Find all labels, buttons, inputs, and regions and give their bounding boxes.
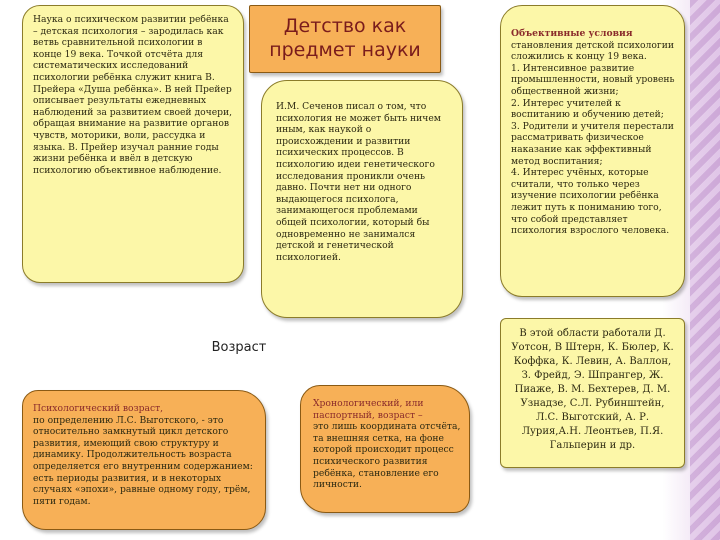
sechenov-card [261,80,463,318]
psychological-age-text: по определению Л.С. Выготского, - это относительно замкнутый цикл детского развития, имеющий свою структуру и динамику. Продолжительность возраста определяется его внутренним содержанием: есть периоды развития, и в некоторых случаях «эпохи», равные одному году, трём, пяти годам. [33,414,253,507]
list-item: 3. Родители и учителя перестали рассматривать физическое наказание как эффективный метод воспитания; [511,120,674,167]
psychological-age-heading: Психологический возраст, [33,403,164,414]
objective-conditions-card [500,5,685,297]
researchers-text: В этой области работали Д. Уотсон, В Штерн, К. Бюлер, К. Коффка, К. Левин, А. Валлон, З. Фрейд, Э. Шпрангер, Ж. Пиаже, В. М. Бехтерев, Д. М. Узнадзе, С.Л. Рубинштейн, Л.С. Выготский, А. Р. Лурия,А.Н. Леонтьев, П.Я. Гальперин и др. [511,328,674,451]
list-item: 4. Интерес учёных, которые считали, что только через изучение психологии ребёнка лежит путь к пониманию того, что собой представляет психология взрослого человека. [511,167,670,237]
psychological-age-card [22,390,266,530]
page-title: Детство как предмет науки [269,15,421,61]
preyer-history-card [22,5,244,283]
preyer-history-text: Наука о психическом развитии ребёнка – детская психология – зародилась как ветвь сравнительной психологии в конце 19 века. Точкой отсчёта для систематических исследований психологии ребёнка служит книга В. Прейера «Душа ребёнка». В ней Прейер описывает результаты ежедневных наблюдений за развитием своей дочери, обращая внимание на развитие органов чувств, моторики, воли, рассудка и языка. В. Прейер изучал ранние годы жизни ребёнка и ввёл в детскую психологию объективное наблюдение. [33,14,233,176]
list-item: 2. Интерес учителей к воспитанию и обучению детей; [511,97,664,121]
objective-conditions-list [511,40,676,237]
age-label: Возраст [211,340,267,355]
chronological-age-card [300,385,470,513]
list-item: становления детской психологии сложились к концу 19 века. [511,39,674,63]
objective-conditions-heading: Объективные условия [511,28,633,39]
chronological-age-text: это лишь координата отсчёта, та внешняя сетка, на фоне которой происходит процесс психического развития ребёнка, становление его личности. [313,421,461,491]
list-item: 1. Интенсивное развитие промышленности, новый уровень общественной жизни; [511,62,675,97]
chronological-age-heading: Хронологический, или паспортный, возраст – [313,398,424,421]
decorative-stripe [690,0,720,540]
researchers-card [500,318,685,468]
page-title-box [249,5,441,73]
sechenov-text: И.М. Сеченов писал о том, что психология не может быть ничем иным, как наукой о происхождении и развитии психических процессов. В психологию идеи генетического исследования проникли очень давно. Почти нет ни одного выдающегося психолога, занимающегося проблемами общей психологии, который бы одновременно не занимался детской и генетической психологией. [276,101,441,263]
